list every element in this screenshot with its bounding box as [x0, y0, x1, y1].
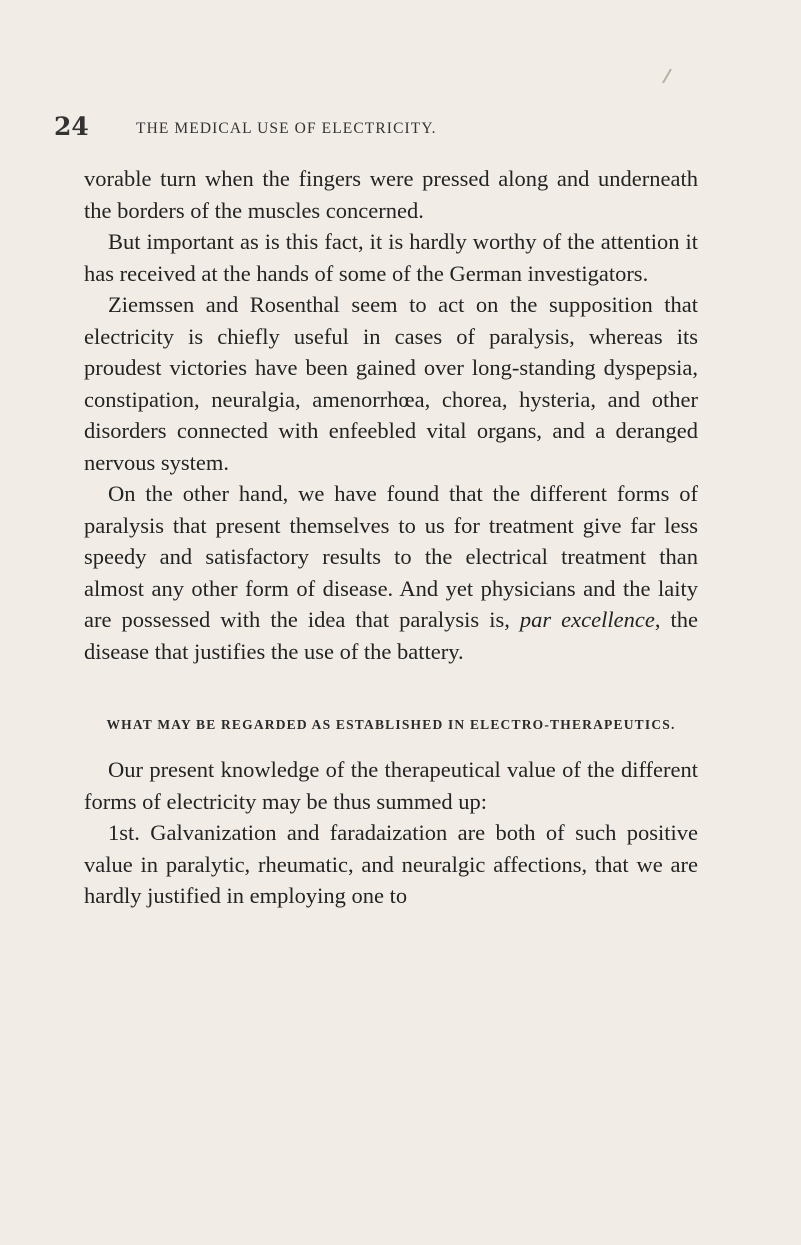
paragraph-paralysis-text: On the other hand, we have found that the different forms of paralysis that present themselves to us for treatment give far less speedy and satisfactory results to the electrical treatment than almost any other form of disease. And yet physicians and the laity are possessed with the idea that paralysis is,: [84, 481, 698, 632]
page-number: 24: [54, 112, 89, 141]
paragraph-ziemssen-rosenthal: Ziemssen and Rosenthal seem to act on the supposition that electricity is chiefly useful in cases of paralysis, whereas its proudest victories have been gained over long-standing dyspepsia, constipation, neuralgia, amenorrhœa, chorea, hysteria, and other disorders connected with enfeebled vital organs, and a deranged nervous system.: [84, 292, 698, 475]
paragraph-first-point: 1st. Galvanization and faradaization are both of such positive value in paralytic, rheumatic, and neuralgic affections, that we are hardly justified in employing one to: [84, 820, 698, 908]
italic-phrase: par excellence: [519, 607, 655, 632]
paragraph-paralysis-end: , the disease that justifies the use of the battery.: [84, 607, 698, 664]
body-text: [84, 163, 698, 912]
running-title: THE MEDICAL USE OF ELECTRICITY.: [136, 120, 437, 137]
page-margin-mark: [662, 69, 672, 84]
paragraph-german-investigators: But important as is this fact, it is hardly worthy of the attention it has received at the hands of some of the German investigators.: [84, 229, 698, 286]
paragraph-continuation: vorable turn when the fingers were pressed along and underneath the borders of the muscles concerned.: [84, 166, 698, 223]
paragraph-paralysis: [84, 478, 698, 667]
paragraph-present-knowledge: Our present knowledge of the therapeutical value of the different forms of electricity may be thus summed up:: [84, 757, 698, 814]
section-heading: WHAT MAY BE REGARDED AS ESTABLISHED IN ELECTRO-THERAPEUTICS.: [106, 717, 676, 732]
running-header: [54, 112, 714, 142]
